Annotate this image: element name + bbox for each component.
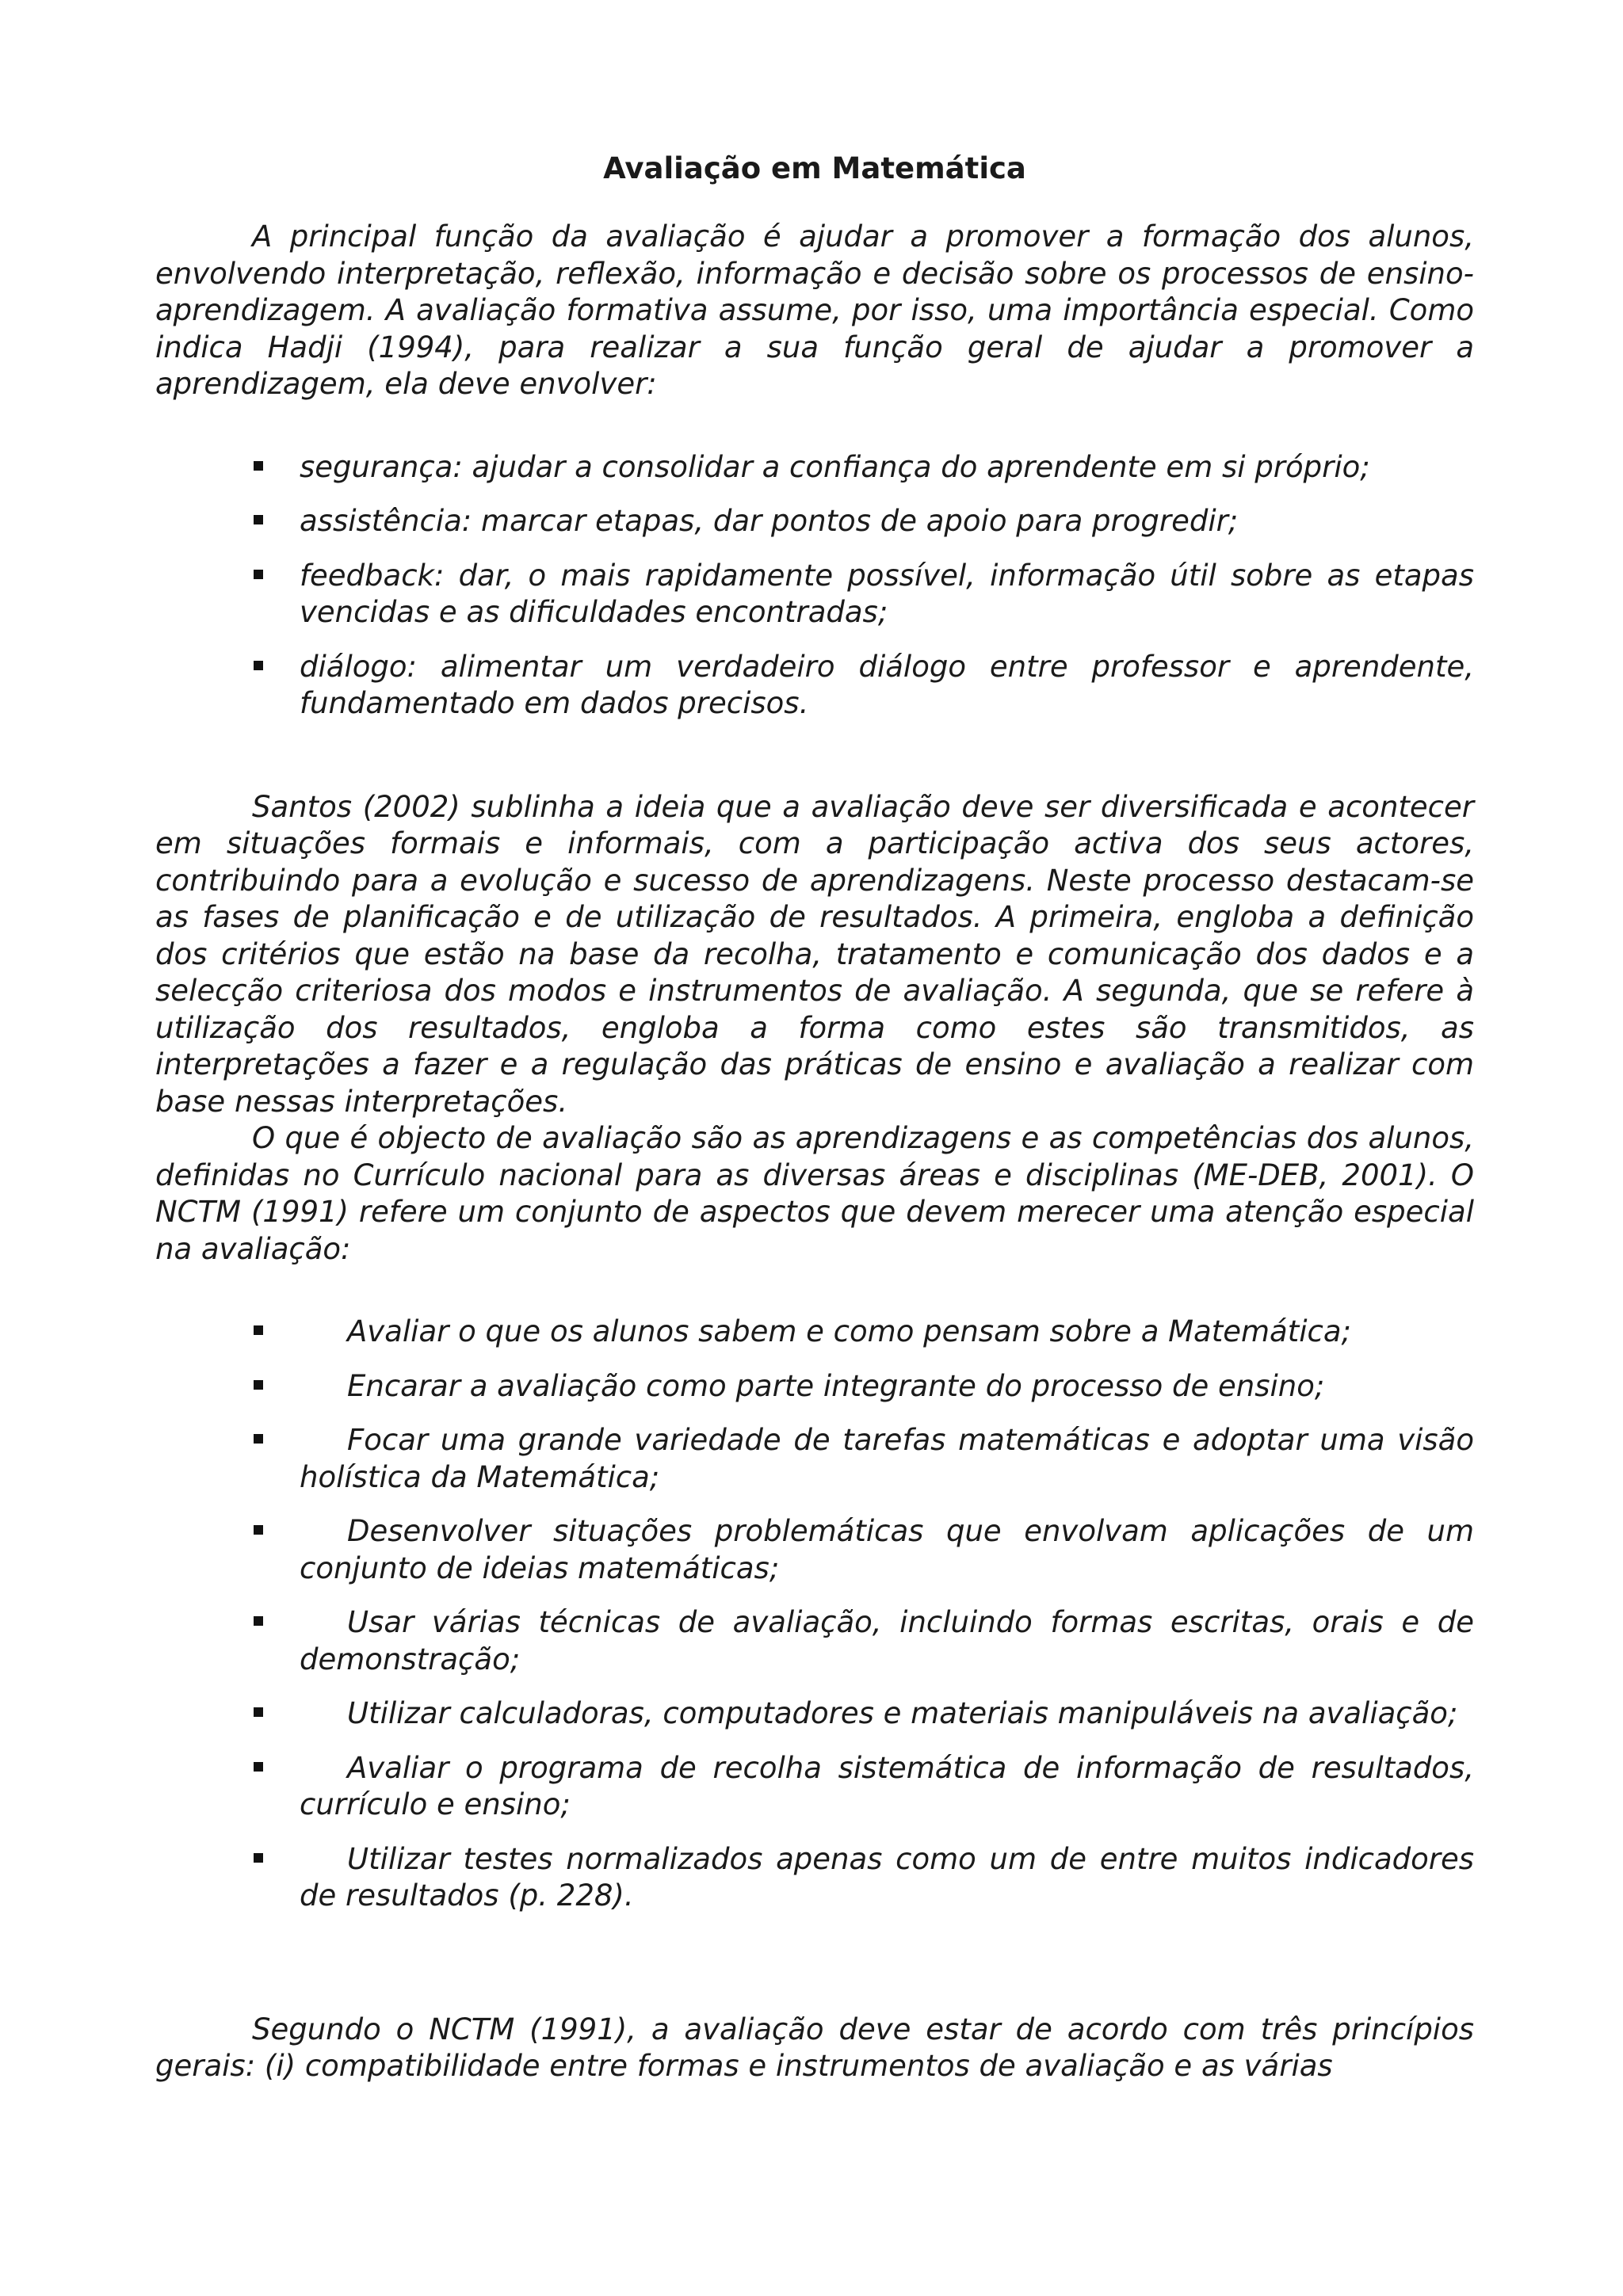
list-item bbox=[254, 1695, 1474, 1733]
list-item-text: Desenvolver situações problemáticas que envolvam aplicações de um conjunto de ideias matemáticas; bbox=[300, 1514, 1474, 1585]
paragraph-1: A principal função da avaliação é ajudar a promover a formação dos alunos, envolvendo interpretação, reflexão, informação e decisão sobre os processos de ensino-aprendizagem. A avaliação formativa assume, por isso, uma importância especial. Como indica Hadji (1994), para realizar a sua função geral de ajudar a promover a aprendizagem, ela deve envolver: bbox=[155, 219, 1474, 401]
square-bullet-icon bbox=[254, 1525, 263, 1535]
square-bullet-icon bbox=[254, 1707, 263, 1717]
list-item-text: assistência: marcar etapas, dar pontos de apoio para progredir; bbox=[300, 504, 1239, 538]
list-item bbox=[254, 1513, 1474, 1587]
square-bullet-icon bbox=[254, 1762, 263, 1772]
square-bullet-icon bbox=[254, 1853, 263, 1863]
list-item-text: diálogo: alimentar um verdadeiro diálogo entre professor e aprendente, fundamentado em dados precisos. bbox=[300, 649, 1474, 720]
list-item-text: Avaliar o que os alunos sabem e como pensam sobre a Matemática; bbox=[347, 1314, 1351, 1348]
list-item bbox=[254, 1750, 1474, 1824]
square-bullet-icon bbox=[254, 461, 263, 471]
list-item bbox=[254, 1314, 1474, 1351]
paragraph-3: O que é objecto de avaliação são as aprendizagens e as competências dos alunos, definidas no Currículo nacional para as diversas áreas e disciplinas (ME-DEB, 2001). O NCTM (1991) refere um conjunto de aspectos que devem merecer uma atenção especial na avaliação: bbox=[155, 1121, 1474, 1266]
list-item-text: Utilizar testes normalizados apenas como um de entre muitos indicadores de resultados (p. 228). bbox=[300, 1841, 1474, 1913]
list-item bbox=[254, 449, 1474, 486]
list-item-text: segurança: ajudar a consolidar a confiança do aprendente em si próprio; bbox=[300, 449, 1370, 484]
list-item-text: Encarar a avaliação como parte integrante do processo de ensino; bbox=[347, 1368, 1325, 1403]
list-item bbox=[254, 1604, 1474, 1678]
square-bullet-icon bbox=[254, 1616, 263, 1626]
list-item bbox=[254, 503, 1474, 540]
square-bullet-icon bbox=[254, 1380, 263, 1390]
list-item bbox=[254, 558, 1474, 631]
list-item-text: Utilizar calculadoras, computadores e materiais manipuláveis na avaliação; bbox=[347, 1696, 1458, 1730]
document-title: Avaliação em Matemática bbox=[603, 151, 1026, 185]
square-bullet-icon bbox=[254, 1434, 263, 1444]
document-page bbox=[155, 151, 1474, 2085]
square-bullet-icon bbox=[254, 515, 263, 524]
list-item bbox=[254, 1841, 1474, 1915]
nctm-aspects-list bbox=[254, 1314, 1474, 1915]
list-item-text: Avaliar o programa de recolha sistemática de informação de resultados, currículo e ensino; bbox=[300, 1750, 1474, 1821]
square-bullet-icon bbox=[254, 1325, 263, 1335]
list-item-text: feedback: dar, o mais rapidamente possível, informação útil sobre as etapas vencidas e as dificuldades encontradas; bbox=[300, 558, 1474, 629]
paragraph-2: Santos (2002) sublinha a ideia que a avaliação deve ser diversificada e acontecer em situações formais e informais, com a participação activa dos seus actores, contribuindo para a evolução e sucesso de aprendizagens. Neste processo destacam-se as fases de planificação e de utilização de resultados. A primeira, engloba a definição dos critérios que estão na base da recolha, tratamento e comunicação dos dados e a selecção criteriosa dos modos e instrumentos de avaliação. A segunda, que se refere à utilização dos resultados, engloba a forma como estes são transmitidos, as interpretações a fazer e a regulação das práticas de ensino e avaliação a realizar com base nessas interpretações. bbox=[155, 789, 1474, 1119]
list-item-text: Focar uma grande variedade de tarefas matemáticas e adoptar uma visão holística da Matemática; bbox=[300, 1423, 1474, 1494]
square-bullet-icon bbox=[254, 570, 263, 579]
square-bullet-icon bbox=[254, 661, 263, 670]
list-item bbox=[254, 1422, 1474, 1496]
list-item bbox=[254, 649, 1474, 723]
list-item bbox=[254, 1368, 1474, 1405]
paragraph-4: Segundo o NCTM (1991), a avaliação deve estar de acordo com três princípios gerais: (i) compatibilidade entre formas e instrumentos de avaliação e as várias bbox=[155, 2012, 1474, 2083]
list-item-text: Usar várias técnicas de avaliação, incluindo formas escritas, orais e de demonstração; bbox=[300, 1605, 1474, 1676]
hadji-criteria-list bbox=[254, 449, 1474, 723]
